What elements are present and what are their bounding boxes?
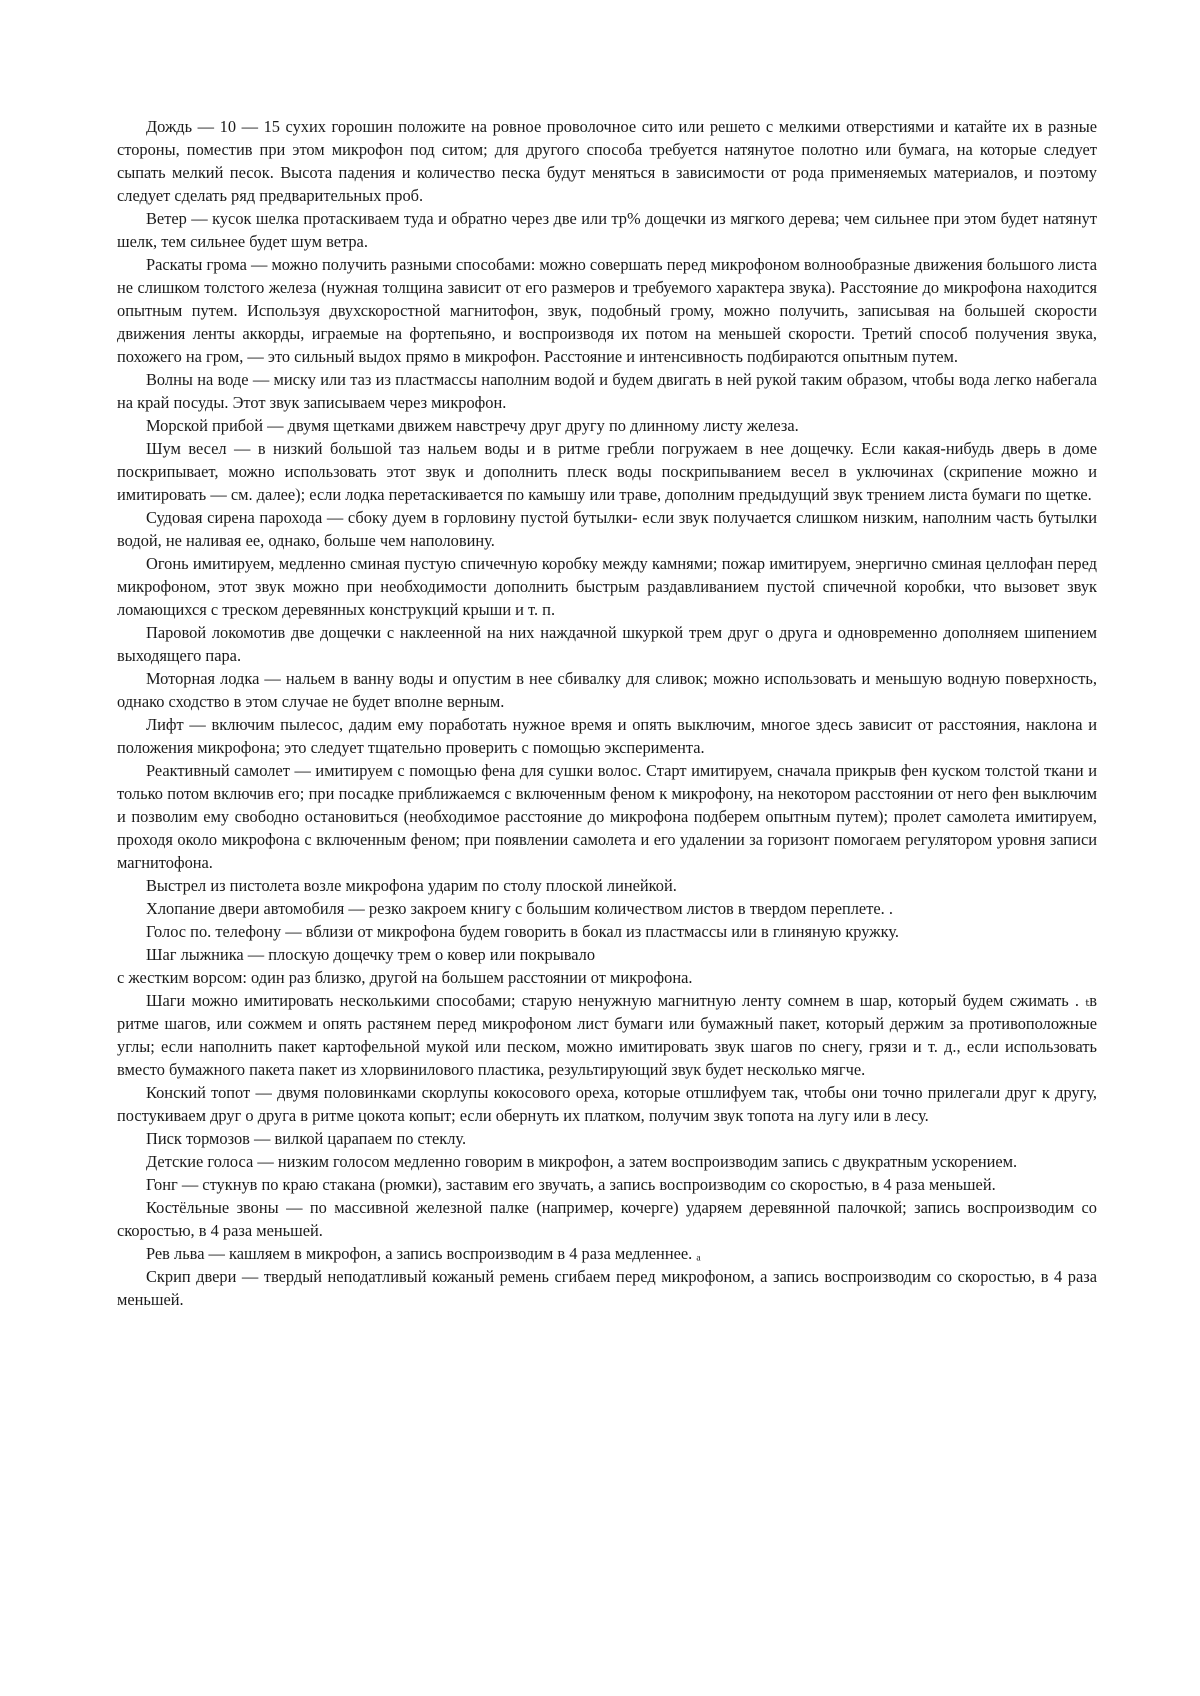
paragraph-footsteps: Шаги можно имитировать несколькими способами; старую ненужную магнитную ленту сомнем в шар, который будем сжимать . ₜв ритме шагов, или сожмем и опять растянем перед микрофоном лист бумаги или бумажный пакет, который держим за противоположные углы; если наполнить пакет картофельной мукой или песком, можно имитировать звук шагов по снегу, грязи и т. д., если использовать вместо бумажного пакета пакет из хлорвинилового пластика, результирующий звук будет несколько мягче.	[117, 991, 1097, 1079]
paragraph-surf: Морской прибой — двумя щетками движем навстречу друг другу по длинному листу железа.	[146, 416, 799, 435]
paragraph-car-door: Хлопание двери автомобиля — резко закроем книгу с большим количеством листов в твердом переплете. .	[146, 899, 893, 918]
paragraph-church-bells: Костёльные звоны — по массивной железной палке (например, кочерге) ударяем деревянной палочкой; запись воспроизводим со скоростью, в 4 раза меньшей.	[117, 1198, 1097, 1240]
paragraph-horse-hooves: Конский топот — двумя половинками скорлупы кокосового ореха, которые отшлифуем так, чтобы они точно прилегали друг к другу, постукиваем друг о друга в ритме цокота копыт; если обернуть их платком, получим звук топота на лугу или в лесу.	[117, 1083, 1097, 1125]
paragraph-wind: Ветер — кусок шелка протаскиваем туда и обратно через две или тр% дощечки из мягкого дерева; чем сильнее при этом будет натянут шелк, тем сильнее будет шум ветра.	[117, 209, 1097, 251]
paragraph-locomotive: Паровой локомотив две дощечки с наклеенной на них наждачной шкуркой трем друг о друга и одновременно дополняем шипением выходящего пара.	[117, 623, 1097, 665]
paragraph-oars: Шум весел — в низкий большой таз нальем воды и в ритме гребли погружаем в нее дощечку. Если какая-нибудь дверь в доме поскрипывает, можно использовать этот звук и дополнить плеск воды поскрипыванием весел в уключинах (скрипение можно и имитировать — см. далее); если лодка перетаскивается по камышу или траве, дополним предыдущий звук трением листа бумаги по щетке.	[117, 439, 1097, 504]
paragraph-lion-roar: Рев льва — кашляем в микрофон, а запись воспроизводим в 4 раза медленнее. ₐ	[146, 1244, 701, 1263]
document-page	[117, 115, 1097, 1311]
paragraph-waves: Волны на воде — миску или таз из пластмассы наполним водой и будем двигать в ней рукой таким образом, чтобы вода легко набегала на край посуды. Этот звук записываем через микрофон.	[117, 370, 1097, 412]
paragraph-skier-step: Шаг лыжника — плоскую дощечку трем о ковер или покрывало	[146, 945, 596, 964]
paragraph-phone-voice: Голос по. телефону — вблизи от микрофона будем говорить в бокал из пластмассы или в глиняную кружку.	[146, 922, 899, 941]
paragraph-door-creak: Скрип двери — твердый неподатливый кожаный ремень сгибаем перед микрофоном, а запись воспроизводим со скоростью, в 4 раза меньшей.	[117, 1267, 1097, 1309]
paragraph-jet-plane: Реактивный самолет — имитируем с помощью фена для сушки волос. Старт имитируем, сначала прикрыв фен куском толстой ткани и только потом включив его; при посадке приближаемся с включенным феном к микрофону, на некотором расстоянии от него фен выключим и позволим ему свободно остановиться (необходимое расстояние до микрофона подберем опытным путем); пролет самолета имитируем, проходя около микрофона с включенным феном; при появлении самолета и его удалении за горизонт помогаем регулятором уровня записи магнитофона.	[117, 761, 1097, 872]
paragraph-brakes: Писк тормозов — вилкой царапаем по стеклу.	[146, 1129, 467, 1148]
paragraph-motorboat: Моторная лодка — нальем в ванну воды и опустим в нее сбивалку для сливок; можно использовать и меньшую водную поверхность, однако сходство в этом случае не будет вполне верным.	[117, 669, 1097, 711]
paragraph-children-voices: Детские голоса — низким голосом медленно говорим в микрофон, а затем воспроизводим запись с двукратным ускорением.	[146, 1152, 1018, 1171]
paragraph-elevator: Лифт — включим пылесос, дадим ему поработать нужное время и опять выключим, многое здесь зависит от расстояния, наклона и положения микрофона; это следует тщательно проверить с помощью эксперимента.	[117, 715, 1097, 757]
paragraph-pistol-shot: Выстрел из пистолета возле микрофона ударим по столу плоской линейкой.	[146, 876, 677, 895]
paragraph-ship-siren: Судовая сирена парохода — сбоку дуем в горловину пустой бутылки- если звук получается слишком низким, наполним часть бутылки водой, не наливая ее, однако, больше чем наполовину.	[117, 508, 1097, 550]
paragraph-gong: Гонг — стукнув по краю стакана (рюмки), заставим его звучать, а запись воспроизводим со скоростью, в 4 раза меньшей.	[146, 1175, 996, 1194]
paragraph-skier-step-continued: с жестким ворсом: один раз близко, другой на большем расстоянии от микрофона.	[117, 968, 693, 987]
paragraph-rain: Дождь — 10 — 15 сухих горошин положите на ровное проволочное сито или решето с мелкими отверстиями и катайте их в разные стороны, поместив при этом микрофон под ситом; для другого способа требуется натянутое полотно или бумага, на которые следует сыпать мелкий песок. Высота падения и количество песка будут меняться в зависимости от рода применяемых материалов, и поэтому следует сделать ряд предварительных проб.	[117, 117, 1097, 205]
paragraph-thunder: Раскаты грома — можно получить разными способами: можно совершать перед микрофоном волнообразные движения большого листа не слишком толстого железа (нужная толщина зависит от его размеров и требуемого характера звука). Расстояние до микрофона находится опытным путем. Используя двухскоростной магнитофон, звук, подобный грому, можно получить, записывая на большей скорости движения ленты аккорды, играемые на фортепьяно, и воспроизводя их потом на меньшей скорости. Третий способ получения звука, похожего на гром, — это сильный выдох прямо в микрофон. Расстояние и интенсивность подбираются опытным путем.	[117, 255, 1097, 366]
paragraph-fire: Огонь имитируем, медленно сминая пустую спичечную коробку между камнями; пожар имитируем, энергично сминая целлофан перед микрофоном, этот звук можно при необходимости дополнить быстрым раздавливанием пустой спичечной коробки, что вызовет звук ломающихся с треском деревянных конструкций крыши и т. п.	[117, 554, 1097, 619]
